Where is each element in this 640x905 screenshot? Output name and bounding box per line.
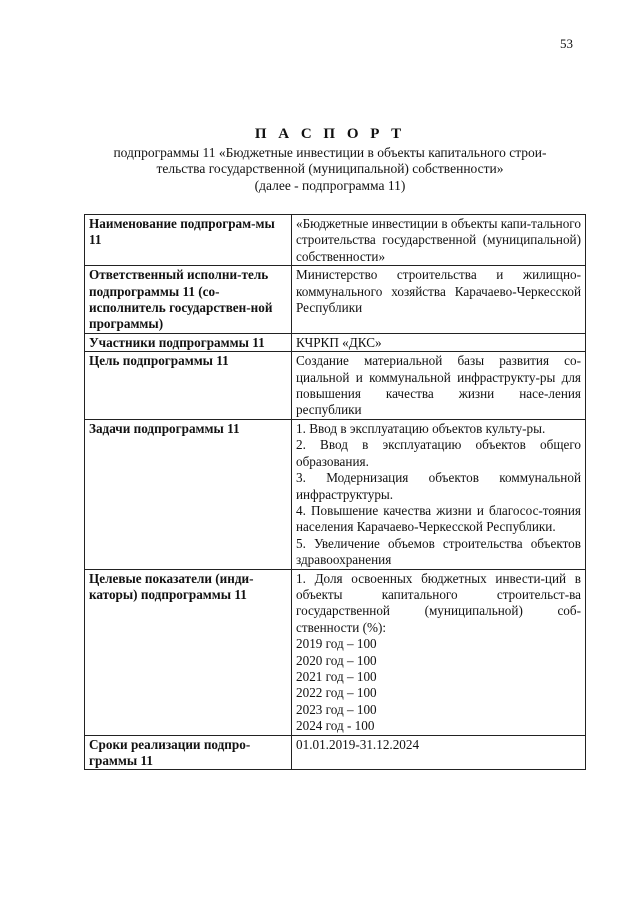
value-line: КЧРКП «ДКС»	[296, 334, 382, 350]
subtitle-line: (далее - подпрограмма 11)	[254, 177, 406, 193]
row-label: Задачи подпрограммы 11	[85, 419, 292, 569]
row-value	[292, 419, 586, 569]
value-line: «Бюджетные инвестиции в объекты капи-тального строительства государственной (муниципальной) собственности»	[296, 216, 581, 264]
value-line: 4. Повышение качества жизни и благосос-тояния населения Карачаево-Черкесской Республики.	[296, 502, 581, 535]
row-label: Ответственный исполни-тель подпрограммы 11 (со-исполнитель государствен-ной программы)	[85, 266, 292, 334]
value-line: Министерство строительства и жилищно-коммунального хозяйства Карачаево-Черкесской Республики	[296, 267, 581, 316]
row-value	[292, 735, 586, 770]
row-value	[292, 266, 586, 334]
page-number: 53	[560, 36, 573, 51]
value-line: 1. Ввод в эксплуатацию объектов культу-ры.	[296, 420, 546, 436]
row-label: Цель подпрограммы 11	[85, 352, 292, 420]
value-line: 2021 год – 100	[296, 668, 377, 684]
value-line: 01.01.2019-31.12.2024	[296, 736, 420, 752]
value-line: 1. Доля освоенных бюджетных инвести-ций в объекты капитального строительст-ва государственной (муниципальной) соб-ственности (%):	[296, 570, 581, 635]
subtitle-line: подпрограммы 11 «Бюджетные инвестиции в объекты капитального строи-	[113, 144, 547, 160]
row-label: Целевые показатели (инди-каторы) подпрограммы 11	[85, 569, 292, 735]
value-line: 2020 год – 100	[296, 652, 377, 668]
table-row	[85, 215, 586, 266]
row-label: Наименование подпрограм-мы 11	[85, 215, 292, 266]
row-value	[292, 569, 586, 735]
document-title: П А С П О Р Т	[254, 126, 406, 142]
table-row	[85, 333, 586, 351]
table-row	[85, 266, 586, 334]
value-line: 2019 год – 100	[296, 636, 377, 652]
value-line: 2024 год - 100	[296, 718, 375, 734]
row-label: Участники подпрограммы 11	[85, 333, 292, 351]
row-label: Сроки реализации подпро-граммы 11	[85, 735, 292, 770]
subtitle-line: тельства государственной (муниципальной) собственности»	[156, 161, 504, 176]
document-header	[60, 126, 600, 194]
value-line: 2022 год – 100	[296, 685, 377, 701]
table-row	[85, 419, 586, 569]
row-value	[292, 215, 586, 266]
row-value	[292, 352, 586, 420]
value-line: 2023 год – 100	[296, 701, 377, 717]
row-value	[292, 333, 586, 351]
value-line: 5. Увеличение объемов строительства объектов здравоохранения	[296, 535, 581, 568]
value-line: 2. Ввод в эксплуатацию объектов общего образования.	[296, 437, 581, 469]
table-row	[85, 352, 586, 420]
value-line: 3. Модернизация объектов коммунальной инфраструктуры.	[296, 470, 581, 502]
passport-table	[84, 214, 586, 770]
table-row	[85, 569, 586, 735]
value-line: Создание материальной базы развития со-циальной и коммунальной инфраструкту-ры для повышения качества жизни насе-ления республики	[296, 353, 581, 418]
table-row	[85, 735, 586, 770]
